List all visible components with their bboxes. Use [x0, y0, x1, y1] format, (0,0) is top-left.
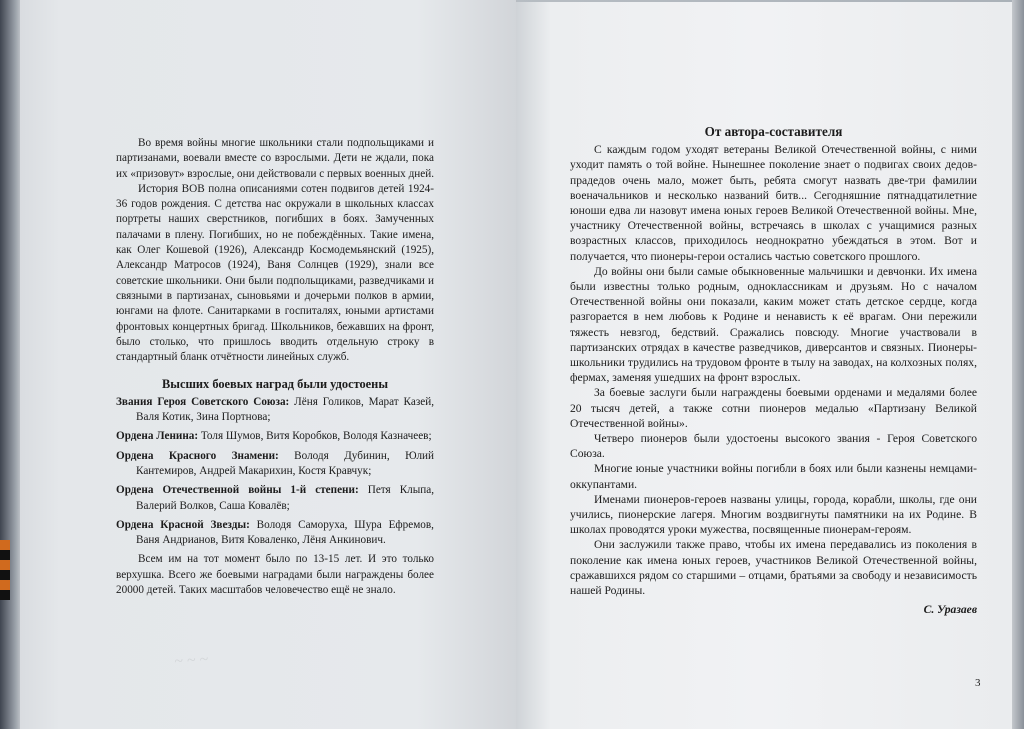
award-order-lenin: [116, 429, 434, 444]
right-page-heading: От автора-составителя: [704, 124, 843, 139]
left-paragraph-2: История ВОВ полна описаниями сотен подвигов детей 1924-36 годов рождения. С детства нас окружали в школьных классах портреты наших сверстников, погибших в боях. Замученных палачами в плену. Погибших, но не побеждённых. Такие имена, как Олег Кошевой (1926), Александр Космодемьянский (1925), Александр Матросов (1924), Ваня Солнцев (1929), знали все советские школьники. Они были подпольщиками, разведчиками и связными в партизанах, сыновьями и дочерьми полков в армии, юнгами на флоте. Санитарками в госпиталях, юными артистами фронтовых концертных бригад. Школьников, бежавших на фронт, было столько, что пришлось вводить отдельную строку в стандартный бланк отчётности линейных служб.: [116, 182, 434, 364]
left-paragraph-1: Во время войны многие школьники стали подпольщиками и партизанами, воевали вместе со взрослыми. Дети не ждали, пока их «призовут» взрослые, они действовали с первых военных дней.: [116, 137, 434, 180]
award-title: Ордена Отечественной войны 1-й степени:: [116, 484, 359, 497]
award-hero-ussr: [116, 395, 434, 426]
bleed-through-handwriting: ~ ~ ~: [173, 650, 209, 671]
award-names: Лёня Голиков, Марат Казей, Валя Котик, Зина Портнова;: [136, 395, 435, 424]
right-paragraph-5: Многие юные участники войны погибли в боях или были казнены немцами-оккупантами.: [570, 462, 977, 491]
left-closing-paragraph: Всем им на тот момент было по 13-15 лет. И это только верхушка. Всего же боевыми наградами были награждены более 20000 детей. Таких масштабов человечество ещё не знало.: [116, 553, 434, 597]
right-page-text: [570, 124, 977, 618]
st-george-ribbon: [0, 540, 10, 600]
book-cover-edge-left: [0, 0, 22, 729]
author-signature: С. Уразаев: [923, 603, 977, 617]
right-paragraph-6: Именами пионеров-героев названы улицы, города, корабли, школы, где они учились, пионерские лагеря. Многим воздвигнуты памятники на их Родине. В школах проводятся уроки мужества, посвященные пионерам-героям.: [570, 492, 977, 537]
award-names: Толя Шумов, Витя Коробков, Володя Казначеев;: [200, 430, 432, 443]
award-names: Володя Саморуха, Шура Ефремов, Ваня Андрианов, Витя Коваленко, Лёня Анкинович.: [136, 518, 434, 547]
awards-heading: Высших боевых наград были удостоены: [162, 377, 388, 392]
award-order-red-star: [116, 518, 434, 549]
right-paragraph-7: Они заслужили также право, чтобы их имена передавались из поколения в поколение как имена юных героев, участников Великой Отечественной войны, сражавшихся рядом со старшими – отцами, братьями за свободу и независимость нашей Родины.: [570, 538, 977, 598]
right-paragraph-3: За боевые заслуги были награждены боевыми орденами и медалями более 20 тысяч детей, а также сотни пионеров медалью «Партизану Великой Отечественной войны».: [570, 386, 977, 430]
left-page-text: [116, 136, 434, 598]
award-names: Володя Дубинин, Юлий Кантемиров, Андрей Макарихин, Костя Кравчук;: [136, 449, 435, 477]
award-names: Петя Клыпа, Валерий Волков, Саша Ковалёв;: [136, 484, 435, 512]
right-paragraph-1: С каждым годом уходят ветераны Великой Отечественной войны, с ними уходит память о той войне. Нынешнее поколение знает о подвигах своих дедов-прадедов очень мало, может быть, ребята смогут назвать две-три фамилии военачальников и несколько названий битв... Сегодняшние пятнадцатилетние юноши едва ли назовут имена юных героев Великой Отечественной войны. Мне, участнику Отечественной войны, встречаясь в школах с учащимися разных возрастных классов, приходилось неоднократно убеждаться в этом. Вот и получается, что пионеры-герои остались частью советского прошлого.: [570, 143, 977, 263]
award-title: Ордена Красного Знамени:: [116, 449, 279, 462]
right-paragraph-2: До войны они были самые обыкновенные мальчишки и девчонки. Их имена были известны только родным, одноклассникам и друзьям. Но с началом Отечественной войны они показали, каким может стать детское сердце, когда разгорается в нем любовь к Родине и ненависть к её врагам. Они пережили тяжесть невзгод, бедствий. Сражались повсюду. Многие участвовали в партизанских отрядах в качестве разведчиков, диверсантов и связных. Пионеры-школьники трудились на трудовом фронте в тылу на заводах, на колхозных полях, фермах, заменяя ушедших на фронт взрослых.: [570, 264, 977, 385]
award-title: Ордена Ленина:: [116, 430, 199, 443]
award-order-red-banner: [116, 449, 434, 480]
right-paragraph-4: Четверо пионеров были удостоены высокого звания - Героя Советского Союза.: [570, 432, 977, 461]
page-number: 3: [975, 677, 981, 689]
award-title: Звания Героя Советского Союза:: [116, 395, 290, 408]
book-cover-edge-right: [1012, 0, 1024, 729]
award-title: Ордена Красной Звезды:: [116, 518, 250, 531]
award-order-patriotic-war: [116, 483, 434, 514]
